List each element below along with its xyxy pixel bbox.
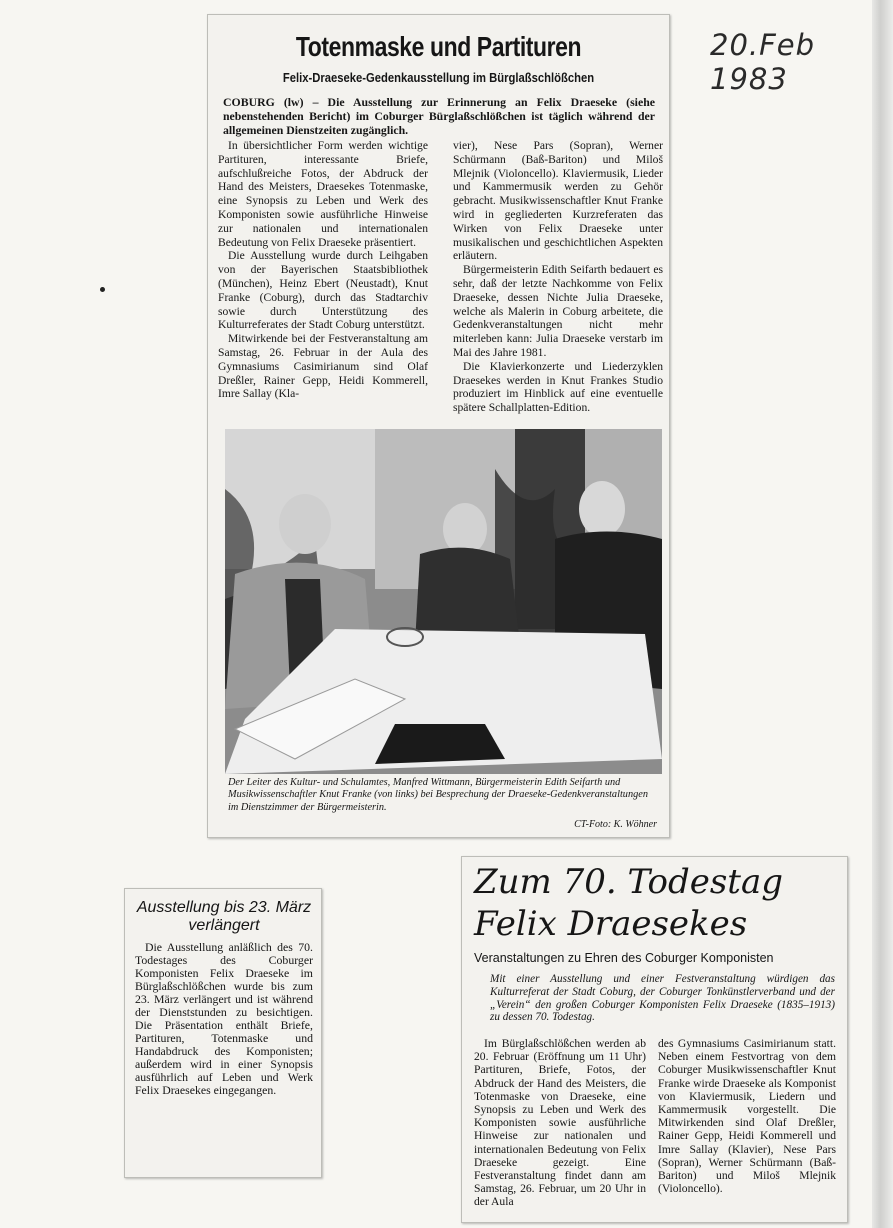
paragraph: In übersichtlicher Form werden wichtige Partituren, interessante Briefe, aufschlußreiche Fotos, der Abdruck der Hand des Meisters, Draesekes Totenmaske, eine Synopsis zu Leben und Werk des Komponisten sowie ausführliche Hinweise zur nationalen und internationalen Bedeutung von Felix Draeseke präsentiert. (218, 139, 428, 249)
column-right (658, 1037, 836, 1195)
paragraph: Die Ausstellung wurde durch Leihgaben von der Bayerischen Staatsbibliothek (München), Heinz Ebert (Neustadt), Knut Franke (Coburg), durch das Stadtarchiv sowie durch Unterstützung des Kulturreferates der Stadt Coburg unterstützt. (218, 249, 428, 332)
paragraph: Bürgermeisterin Edith Seifarth bedauert es sehr, daß der letzte Nachkomme von Felix Draeseke, dessen Nichte Julia Draeseke, welche als Malerin in Coburg arbeitete, die Gedenkveranstaltungen nicht mehr miterleben kann: Julia Draeseke verstarb im Mai des Jahre 1981. (453, 263, 663, 359)
clipping-ausstellung-verlaengert (124, 888, 322, 1178)
clipping-totenmaske (207, 14, 670, 838)
subheadline: Veranstaltungen zu Ehren des Coburger Komponisten (474, 951, 774, 965)
body-text (135, 941, 313, 1097)
paragraph: des Gymnasiums Casimirianum statt. Neben einem Festvortrag von dem Coburger Musikwissenschaftler Knut Franke wirde Draeseke als Komponist von Klaviermusik, Liedern und Kammermusik vorgestellt. Die Mitwirkenden sind Olaf Dreßler, Rainer Gepp, Heidi Kommerell und Imre Sallay (Klavier), Nese Pars (Sopran), Werner Schürmann (Baß-Bariton) und Miloš Mlejnik (Violoncello). (658, 1037, 836, 1196)
photo-illustration (225, 429, 662, 774)
subheadline: Felix-Draeseke-Gedenkausstellung im Bürglaßschlößchen (282, 71, 595, 85)
headline: Zum 70. Todestag Felix Draesekes (474, 862, 783, 944)
page-edge-shadow (872, 0, 893, 1228)
photo-credit: CT-Foto: K. Wöhner (574, 819, 657, 830)
photo-caption: Der Leiter des Kultur- und Schulamtes, Manfred Wittmann, Bürgermeisterin Edith Seifarth und Musikwissenschaftler Knut Franke (von links) bei Besprechung der Draeseke-Gedenkveranstaltungen im Dienstzimmer der Bürgermeisterin. (228, 777, 648, 813)
news-photo (225, 429, 662, 774)
column-left (474, 1037, 646, 1209)
paragraph: vier), Nese Pars (Sopran), Werner Schürmann (Baß-Bariton) und Miloš Mlejnik (Violoncello). Klaviermusik, Lieder und Kammermusik werden zu Gehör gebracht. Musikwissenschaftler Knut Franke wird in gegliederten Kurzreferaten das Wirken von Felix Draeseke unter musikalischen und geschichtlichen Aspekten erläutern. (453, 139, 663, 263)
paragraph: Die Klavierkonzerte und Liederzyklen Draesekes werden in Knut Frankes Studio produziert im Hinblick auf eine eventuelle spätere Schallplatten-Edition. (453, 359, 663, 415)
handwritten-date: 20.Feb 1983 (710, 28, 816, 96)
paragraph: Mitwirkende bei der Festveranstaltung am Samstag, 26. Februar in der Aula des Gymnasiums Casimirianum sind Olaf Dreßler, Rainer Gepp, Heidi Kommerell, Imre Sallay (Kla- (218, 332, 428, 401)
lead-paragraph: Mit einer Ausstellung und einer Festveranstaltung würdigen das Kulturreferat der Stadt Coburg, der Coburger Tonkünstlerverband und der „Verein“ den großen Coburger Komponisten Felix Draeseke (1835–1913) zu dessen 70. Todestag. (490, 973, 835, 1024)
headline: Ausstellung bis 23. März verlängert (136, 899, 312, 934)
lead-paragraph: COBURG (lw) – Die Ausstellung zur Erinnerung an Felix Draeseke (siehe nebenstehenden Bericht) im Coburger Bürglaßschlößchen ist täglich während der allgemeinen Dienstzeiten zugänglich. (223, 95, 655, 137)
clipping-todestag (461, 856, 848, 1223)
column-left (218, 139, 428, 401)
ink-dot (100, 287, 105, 292)
column-right (453, 139, 663, 415)
paragraph: Die Ausstellung anläßlich des 70. Todestages des Coburger Komponisten Felix Draeseke im Bürglaßschlößchen wurde bis zum 23. März verlängert und ist während der Dienststunden zu besichtigen. Die Präsentation enthält Briefe, Partituren, Totenmaske und Handabdruck des Komponisten; außerdem wird in einer Synopsis ausführlich auf Leben und Werk Felix Draesekes eingegangen. (135, 940, 313, 1097)
paragraph: Im Bürglaßschlößchen werden ab 20. Februar (Eröffnung um 11 Uhr) Partituren, Briefe, Fotos, der Abdruck der Hand des Meisters, die Totenmaske von Draeseke, eine Synopsis zu Leben und Werk des Komponisten sowie ausführliche Hinweise zur nationalen und internationalen Bedeutung von Felix Draeseke gezeigt. Eine Festveranstaltung findet dann am Samstag, 26. Februar, um 20 Uhr in der Aula (474, 1037, 646, 1209)
headline: Totenmaske und Partituren (295, 31, 582, 62)
